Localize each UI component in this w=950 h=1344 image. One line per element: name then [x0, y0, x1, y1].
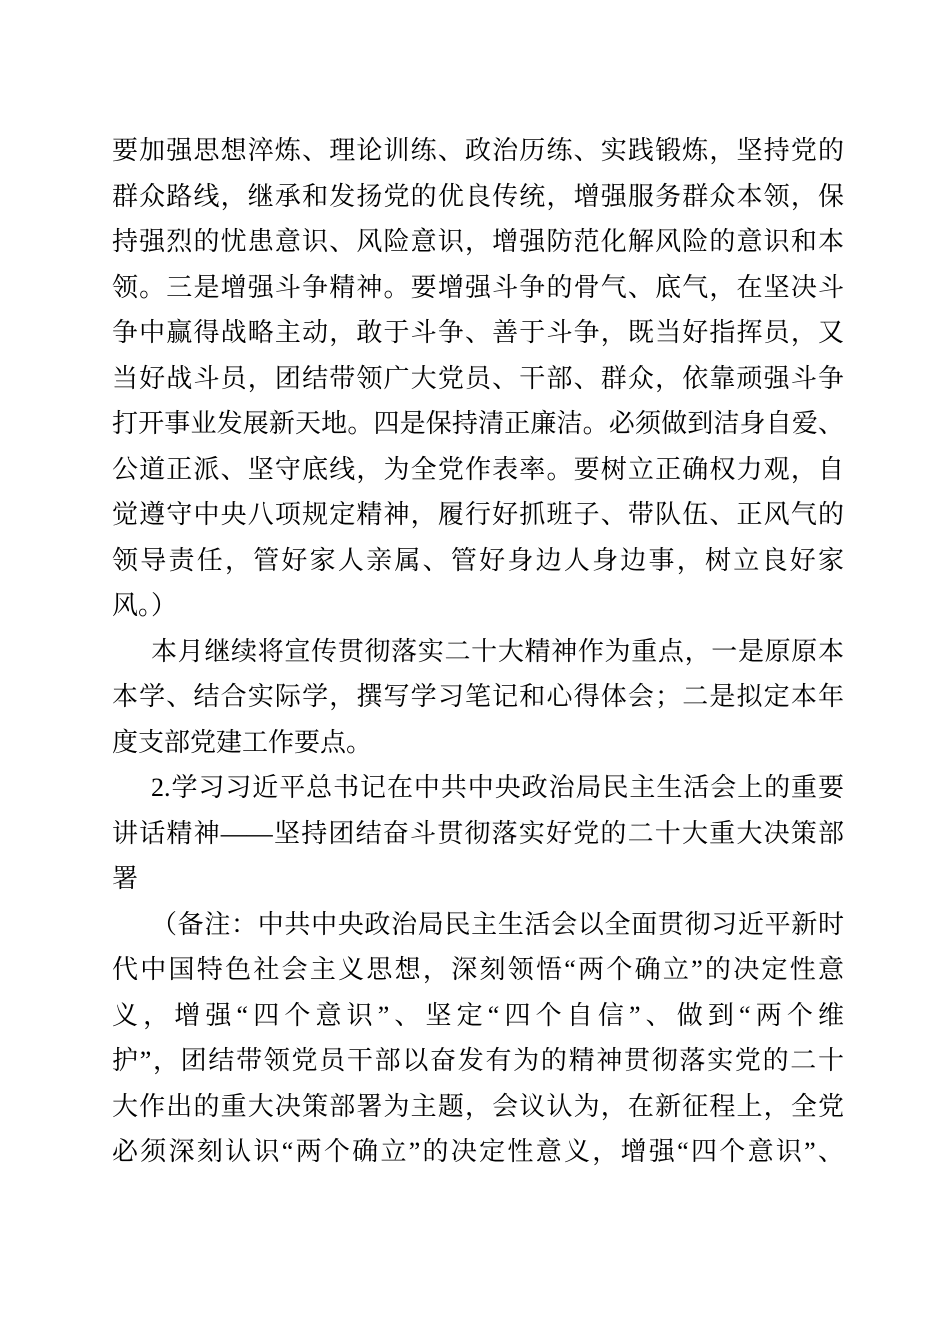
text-line: 讲话精神——坚持团结奋斗贯彻落实好党的二十大重大决策部 — [112, 818, 844, 848]
text-line: 护”，团结带领党员干部以奋发有为的精神贯彻落实党的二十 — [112, 1046, 844, 1075]
text-line: （备注：中共中央政治局民主生活会以全面贯彻习近平新时 — [151, 909, 844, 939]
text-line: 觉遵守中央八项规定精神，履行好抓班子、带队伍、正风气的 — [112, 500, 844, 529]
text-line: 2.学习习近平总书记在中共中央政治局民主生活会上的重要 — [151, 773, 844, 802]
text-line: 群众路线，继承和发扬党的优良传统，增强服务群众本领，保 — [112, 181, 844, 211]
text-line: 度支部党建工作要点。 — [112, 727, 373, 757]
text-line: 本月继续将宣传贯彻落实二十大精神作为重点，一是原原本 — [151, 636, 844, 666]
text-line: 必须深刻认识“两个确立”的决定性意义，增强“四个意识”、 — [112, 1137, 844, 1166]
text-line: 打开事业发展新天地。四是保持清正廉洁。必须做到洁身自爱、 — [112, 409, 844, 438]
text-line: 公道正派、坚守底线，为全党作表率。要树立正确权力观，自 — [112, 454, 844, 484]
text-line: 当好战斗员，团结带领广大党员、干部、群众，依靠顽强斗争 — [112, 363, 844, 393]
document-body — [112, 128, 844, 1175]
text-line: 要加强思想淬炼、理论训练、政治历练、实践锻炼，坚持党的 — [112, 136, 844, 165]
text-line: 风。） — [112, 591, 178, 620]
text-line: 本学、结合实际学，撰写学习笔记和心得体会；二是拟定本年 — [112, 682, 844, 711]
text-line: 领导责任，管好家人亲属、管好身边人身边事，树立良好家 — [112, 545, 844, 575]
text-line: 持强烈的忧患意识、风险意识，增强防范化解风险的意识和本 — [112, 227, 844, 256]
text-line: 大作出的重大决策部署为主题，会议认为，在新征程上，全党 — [112, 1091, 844, 1121]
text-line: 义，增强“四个意识”、坚定“四个自信”、做到“两个维 — [112, 1000, 844, 1030]
text-line: 领。三是增强斗争精神。要增强斗争的骨气、底气，在坚决斗 — [112, 272, 844, 302]
text-line: 争中赢得战略主动，敢于斗争、善于斗争，既当好指挥员，又 — [112, 318, 844, 347]
text-line: 代中国特色社会主义思想，深刻领悟“两个确立”的决定性意 — [112, 955, 844, 984]
text-line: 署 — [112, 864, 139, 893]
